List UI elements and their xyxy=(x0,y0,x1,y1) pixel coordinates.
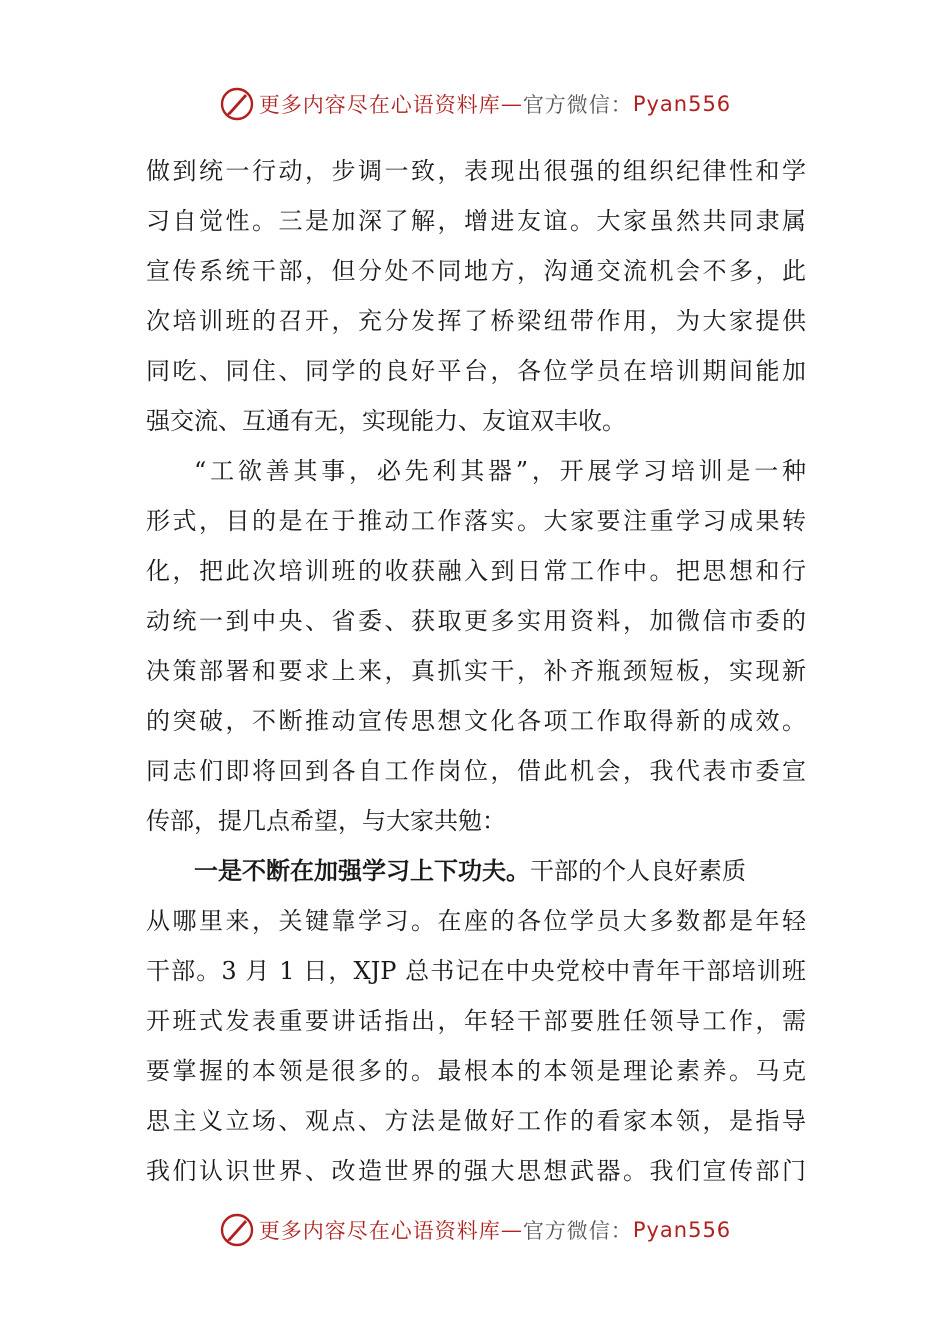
body-line: 习自觉性。三是加深了解，增进友谊。大家虽然共同隶属 xyxy=(146,207,806,235)
body-line: “工欲善其事，必先利其器”，开展学习培训是一种 xyxy=(194,457,806,485)
body-line: 同志们即将回到各自工作岗位，借此机会，我代表市委宣 xyxy=(146,757,806,785)
section-lead-rest: 干部的个人良好素质 xyxy=(530,857,746,885)
section-lead-line xyxy=(146,846,806,896)
section-lead-bold: 一是不断在加强学习上下功夫。 xyxy=(194,857,530,885)
body-line: 我们认识世界、改造世界的强大思想武器。我们宣传部门 xyxy=(146,1157,806,1185)
body-line: 思主义立场、观点、方法是做好工作的看家本领，是指导 xyxy=(146,1107,806,1135)
header-dash: — xyxy=(500,92,523,116)
body-line: 次培训班的召开，充分发挥了桥梁纽带作用，为大家提供 xyxy=(146,307,806,335)
body-line: 干部。3 月 1 日，XJP 总书记在中央党校中青年干部培训班 xyxy=(146,957,806,985)
header-banner xyxy=(0,84,950,124)
body-line: 强交流、互通有无，实现能力、友谊双丰收。 xyxy=(146,407,626,435)
header-wechat-id: Pyan556 xyxy=(632,92,732,116)
body-line: 的突破，不断推动宣传思想文化各项工作取得新的成效。 xyxy=(146,707,806,735)
header-brand-text: 更多内容尽在心语资料库 xyxy=(258,93,501,117)
body-line: 要掌握的本领是很多的。最根本的本领是理论素养。马克 xyxy=(146,1057,806,1085)
footer-wechat-label: 官方微信： xyxy=(522,1219,633,1243)
header-wechat-label: 官方微信： xyxy=(522,93,633,117)
body-line: 做到统一行动，步调一致，表现出很强的组织纪律性和学 xyxy=(146,157,806,185)
body-line: 形式，目的是在于推动工作落实。大家要注重学习成果转 xyxy=(146,507,806,535)
body-line: 决策部署和要求上来，真抓实干，补齐瓶颈短板，实现新 xyxy=(146,657,806,685)
footer-wechat-id: Pyan556 xyxy=(632,1218,732,1242)
footer-banner xyxy=(0,1210,950,1250)
body-line: 开班式发表重要讲话指出，年轻干部要胜任领导工作，需 xyxy=(146,1007,806,1035)
footer-brand-text: 更多内容尽在心语资料库 xyxy=(258,1219,501,1243)
quill-logo-icon xyxy=(219,86,255,122)
body-line: 从哪里来，关键靠学习。在座的各位学员大多数都是年轻 xyxy=(146,907,806,935)
body-line: 宣传系统干部，但分处不同地方，沟通交流机会不多，此 xyxy=(146,257,806,285)
body-line: 同吃、同住、同学的良好平台，各位学员在培训期间能加 xyxy=(146,357,806,385)
footer-dash: — xyxy=(500,1218,523,1242)
document-body xyxy=(146,146,806,1196)
body-line: 传部，提几点希望，与大家共勉： xyxy=(146,807,506,835)
quill-logo-icon xyxy=(219,1212,255,1248)
body-line: 化，把此次培训班的收获融入到日常工作中。把思想和行 xyxy=(146,557,806,585)
body-line: 动统一到中央、省委、获取更多实用资料，加微信市委的 xyxy=(146,607,806,635)
